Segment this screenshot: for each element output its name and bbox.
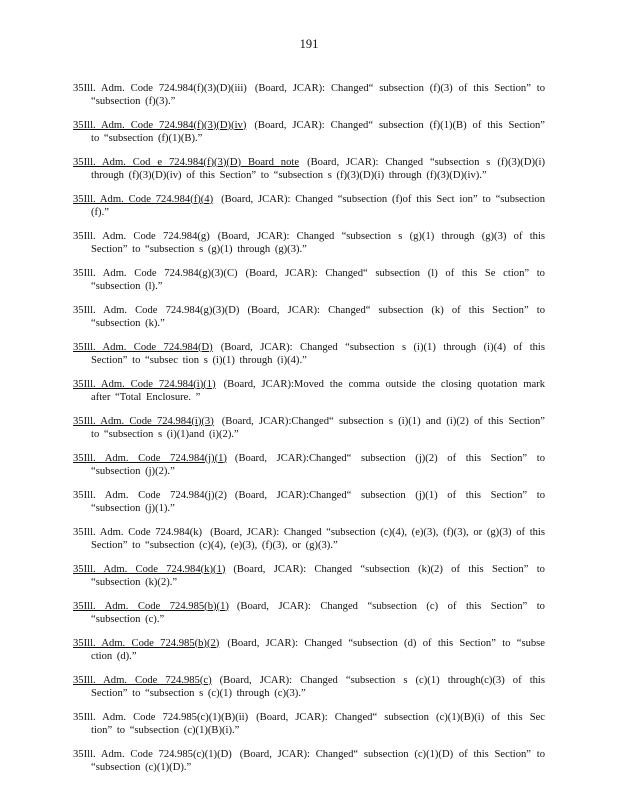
change-description: (Board, JCAR): Changed“ subsection (l) of this Se ction” to “subsection (l).”	[91, 267, 545, 292]
code-citation: 35Ill. Adm. Code 724.984(k)(1)	[73, 563, 226, 575]
change-description: (Board, JCAR):Moved the comma outside the closing quotation mark after “Total Enclosure. ”	[91, 378, 545, 403]
code-citation: 35Ill. Adm. Code 724.984(f)(4)	[73, 193, 214, 205]
list-item	[73, 304, 545, 330]
change-description: (Board, JCAR): Changed “subsection (c) of this Section” to “subsection (c).”	[91, 600, 545, 625]
code-citation: 35Ill. Adm. Code 724.985(c)(1)(D)	[73, 748, 232, 760]
list-item	[73, 563, 545, 589]
code-citation: 35Ill. Adm. Cod e 724.984(f)(3)(D) Board note	[73, 156, 300, 168]
code-citation: 35Ill. Adm. Code 724.984(j)(1)	[73, 452, 227, 464]
list-item	[73, 711, 545, 737]
change-description: (Board, JCAR): Changed “subsection (c)(4), (e)(3), (f)(3), or (g)(3) of this Section” to “subsection (c)(4), (e)(3), (f)(3), or (g)(3).”	[91, 526, 546, 551]
code-citation: 35Ill. Adm. Code 724.984(i)(1)	[73, 378, 216, 390]
errata-list	[73, 71, 545, 781]
change-description: (Board, JCAR): Changed“ subsection (f)(1)(B) of this Section” to “subsection (f)(1)(B).”	[91, 119, 545, 144]
change-description: (Board, JCAR): Changed“ subsection (f)(3) of this Section” to “subsection (f)(3).”	[91, 82, 546, 107]
change-description: (Board, JCAR): Changed“ subsection (c)(1)(D) of this Section” to “subsection (c)(1)(D).”	[91, 748, 545, 773]
list-item	[73, 119, 545, 145]
change-description: (Board, JCAR):Changed“ subsection s (i)(1) and (i)(2) of this Section” to “subsection s (i)(1)and (i)(2).”	[91, 415, 546, 440]
change-description: (Board, JCAR): Changed “subsection (f)of this Sect ion” to “subsection (f).”	[91, 193, 545, 218]
change-description: (Board, JCAR): Changed “subsection (d) of this Section” to “subse ction (d).”	[91, 637, 545, 662]
list-item	[73, 230, 545, 256]
code-citation: 35Ill. Adm. Code 724.985(b)(2)	[73, 637, 220, 649]
list-item	[73, 637, 545, 663]
code-citation: 35Ill. Adm. Code 724.984(i)(3)	[73, 415, 214, 427]
page-number: 191	[299, 37, 319, 51]
change-description: (Board, JCAR): Changed“ subsection (k) of this Section” to “subsection (k).”	[91, 304, 545, 329]
change-description: (Board, JCAR): Changed “subsection s (f)(3)(D)(i) through (f)(3)(D)(iv) of this Section” to “subsection s (f)(3)(D)(i) through (f)(3)(D)(iv).”	[91, 156, 545, 181]
list-item	[73, 600, 545, 626]
change-description: (Board, JCAR): Changed “subsection (k)(2) of this Section” to “subsection (k)(2).”	[91, 563, 545, 588]
code-citation: 35Ill. Adm. Code 724.984(f)(3)(D)(iii)	[73, 82, 247, 94]
code-citation: 35Ill. Adm. Code 724.984(g)(3)(C)	[73, 267, 238, 279]
code-citation: 35Ill. Adm. Code 724.985(c)(1)(B)(ii)	[73, 711, 249, 723]
code-citation: 35Ill. Adm. Code 724.984(k)	[73, 526, 203, 538]
list-item	[73, 341, 545, 367]
change-description: (Board, JCAR): Changed “subsection s (c)(1) through(c)(3) of this Section” to “subsection s (c)(1) through (c)(3).”	[91, 674, 545, 699]
code-citation: 35Ill. Adm. Code 724.984(D)	[73, 341, 213, 353]
list-item	[73, 156, 545, 182]
change-description: (Board, JCAR): Changed “subsection s (i)(1) through (i)(4) of this Section” to “subsec tion s (i)(1) through (i)(4).”	[91, 341, 545, 366]
code-citation: 35Ill. Adm. Code 724.985(b)(1)	[73, 600, 229, 612]
code-citation: 35Ill. Adm. Code 724.984(g)	[73, 230, 210, 242]
change-description: (Board, JCAR):Changed“ subsection (j)(1) of this Section” to “subsection (j)(1).”	[91, 489, 546, 514]
change-description: (Board, JCAR): Changed “subsection s (g)(1) through (g)(3) of this Section” to “subsection s (g)(1) through (g)(3).”	[91, 230, 546, 255]
change-description: (Board, JCAR): Changed“ subsection (c)(1)(B)(i) of this Sec tion” to “subsection (c)(1)(B)(i).”	[91, 711, 545, 736]
list-item	[73, 378, 545, 404]
code-citation: 35Ill. Adm. Code 724.984(f)(3)(D)(iv)	[73, 119, 247, 131]
code-citation: 35Ill. Adm. Code 724.985(c)	[73, 674, 212, 686]
list-item	[73, 489, 545, 515]
list-item	[73, 415, 545, 441]
list-item	[73, 193, 545, 219]
list-item	[73, 82, 545, 108]
change-description: (Board, JCAR):Changed“ subsection (j)(2) of this Section” to “subsection (j)(2).”	[91, 452, 546, 477]
list-item	[73, 452, 545, 478]
list-item	[73, 748, 545, 774]
list-item	[73, 526, 545, 552]
code-citation: 35Ill. Adm. Code 724.984(j)(2)	[73, 489, 227, 501]
list-item	[73, 674, 545, 700]
list-item	[73, 267, 545, 293]
code-citation: 35Ill. Adm. Code 724.984(g)(3)(D)	[73, 304, 240, 316]
